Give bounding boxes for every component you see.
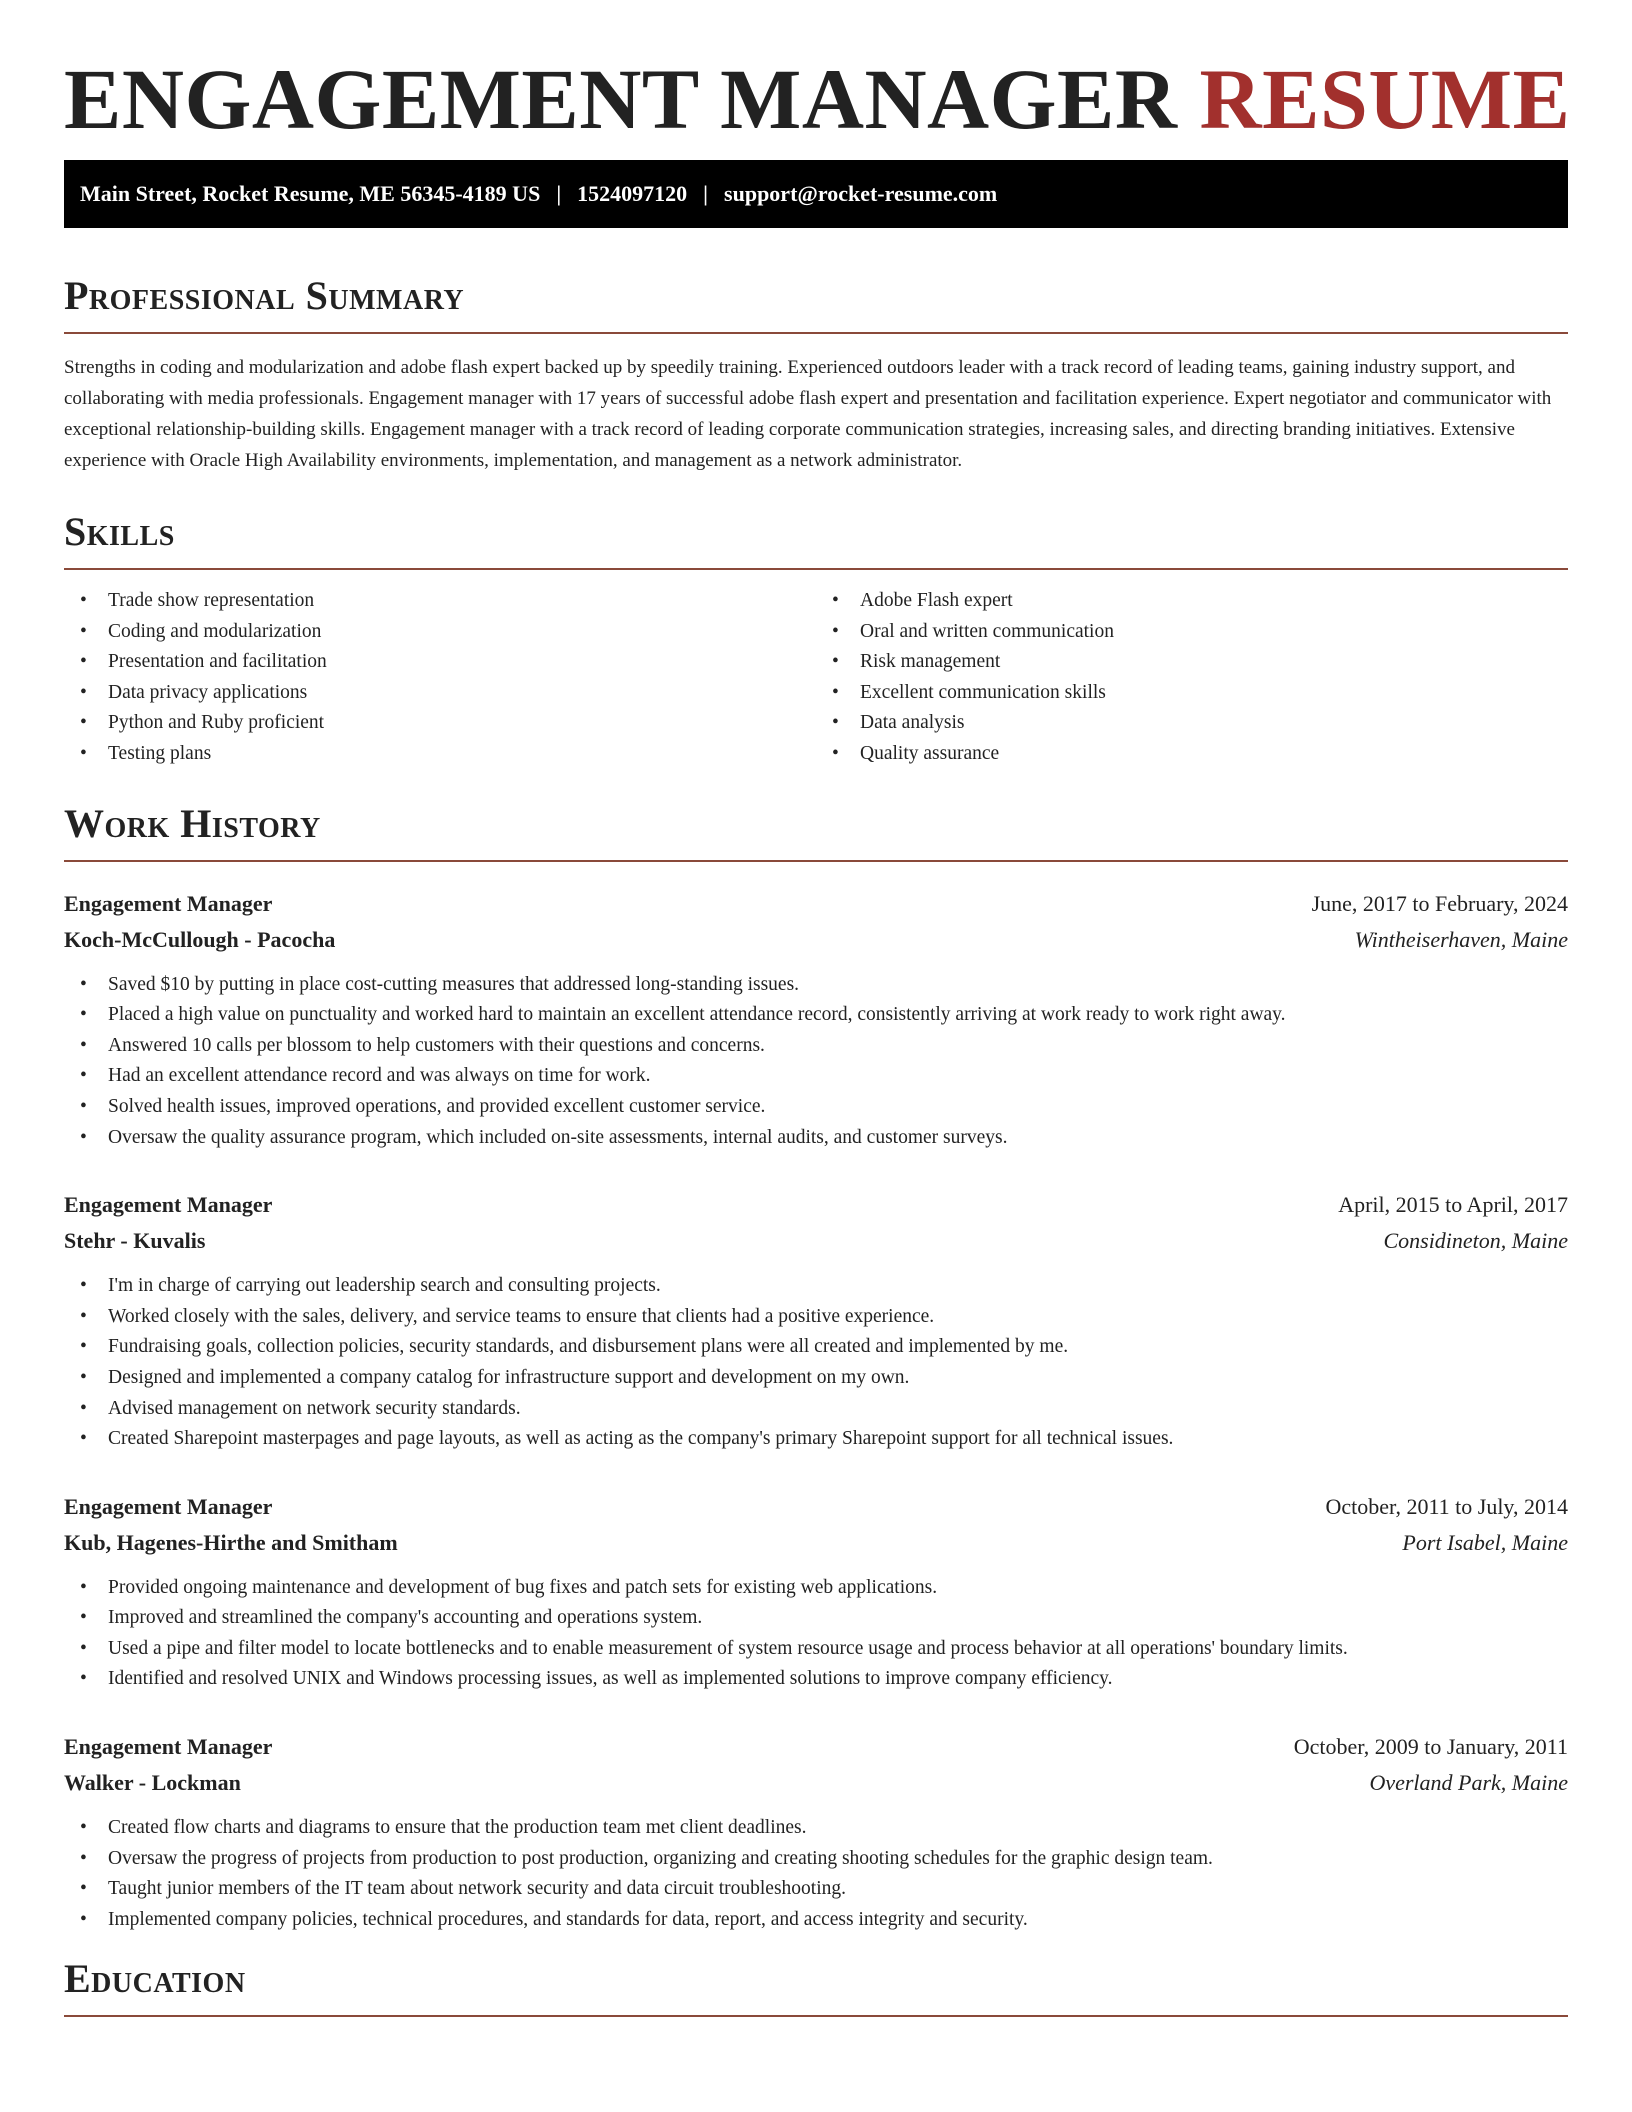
title-main: ENGAGEMENT MANAGER [64,51,1178,147]
job-location: Wintheiserhaven, Maine [1354,926,1568,952]
job-company: Stehr - Kuvalis [64,1228,206,1254]
skill-item: • Testing plans [64,739,816,770]
skills-columns [64,586,1568,770]
job-bullet: • Created flow charts and diagrams to ensure that the production team met client deadlines. [64,1813,1568,1844]
job-dates: June, 2017 to February, 2024 [1311,890,1568,916]
job-bullet: • Oversaw the progress of projects from production to post production, organizing and creating shooting schedules for the graphic design team. [64,1844,1568,1875]
job-bullet: • Implemented company policies, technical procedures, and standards for data, report, and access integrity and security. [64,1905,1568,1936]
job-company-row [64,922,1568,958]
job-header-row [64,886,1568,922]
skill-item: • Python and Ruby proficient [64,708,816,739]
job-header-row [64,1187,1568,1223]
skill-item: • Data analysis [816,708,1568,739]
skills-list-left [64,586,816,770]
work-history-section [64,800,1568,1936]
section-heading: Work History [64,804,1568,862]
job-bullet: • Advised management on network security standards. [64,1394,1568,1425]
title-accent: RESUME [1199,51,1571,147]
job-dates: April, 2015 to April, 2017 [1338,1192,1568,1218]
job-bullet: • Taught junior members of the IT team about network security and data circuit troubleshooting. [64,1874,1568,1905]
job-header-row [64,1489,1568,1525]
job-company: Kub, Hagenes-Hirthe and Smitham [64,1529,398,1555]
contact-bar [64,160,1568,228]
job-header-row [64,1729,1568,1765]
job-bullet: • Designed and implemented a company catalog for infrastructure support and development on my own. [64,1363,1568,1394]
professional-summary-section [64,273,1568,476]
skill-item: • Oral and written communication [816,617,1568,648]
skill-item: • Adobe Flash expert [816,586,1568,617]
skills-list-right [816,586,1568,770]
job-company-row [64,1765,1568,1801]
job-dates: October, 2011 to July, 2014 [1325,1493,1568,1519]
job-bullet: • Provided ongoing maintenance and development of bug fixes and patch sets for existing web applications. [64,1573,1568,1604]
skills-section [64,509,1568,770]
job-bullet: • I'm in charge of carrying out leadership search and consulting projects. [64,1271,1568,1302]
job-bullet: • Improved and streamlined the company's accounting and operations system. [64,1603,1568,1634]
contact-email[interactable]: support@rocket-resume.com [724,181,998,206]
job-company: Walker - Lockman [64,1770,241,1796]
job-location: Overland Park, Maine [1369,1770,1568,1796]
job-entry [64,886,1568,1154]
job-entry [64,1187,1568,1455]
job-bullets [64,1573,1568,1695]
contact-address: Main Street, Rocket Resume, ME 56345-4189 US [80,181,541,206]
skill-item: • Data privacy applications [64,678,816,709]
summary-text: Strengths in coding and modularization and adobe flash expert backed up by speedily training. Experienced outdoors leader with a track record of leading teams, gaining industry support, and collaborating with media professionals. Engagement manager with 17 years of successful adobe flash expert and presentation and facilitation experience. Expert negotiator and communicator with exceptional relationship-building skills. Engagement manager with a track record of leading corporate communication strategies, increasing sales, and directing branding initiatives. Extensive experience with Oracle High Availability environments, implementation, and management as a network administrator. [64,357,1552,471]
job-bullet: • Solved health issues, improved operations, and provided excellent customer service. [64,1092,1568,1123]
job-bullets [64,970,1568,1154]
contact-separator: | [703,181,709,206]
skill-item: • Presentation and facilitation [64,647,816,678]
skill-item: • Quality assurance [816,739,1568,770]
job-company: Koch-McCullough - Pacocha [64,926,336,952]
job-company-row [64,1223,1568,1259]
job-bullet: • Fundraising goals, collection policies, security standards, and disbursement plans were all created and implemented by me. [64,1332,1568,1363]
job-title: Engagement Manager [64,1493,273,1519]
skill-item: • Excellent communication skills [816,678,1568,709]
job-bullet: • Answered 10 calls per blossom to help customers with their questions and concerns. [64,1031,1568,1062]
job-bullet: • Saved $10 by putting in place cost-cutting measures that addressed long-standing issues. [64,970,1568,1001]
job-bullet: • Identified and resolved UNIX and Windows processing issues, as well as implemented solutions to improve company efficiency. [64,1664,1568,1695]
job-title: Engagement Manager [64,890,273,916]
job-bullet: • Had an excellent attendance record and was always on time for work. [64,1061,1568,1092]
job-bullet: • Oversaw the quality assurance program, which included on-site assessments, internal audits, and customer surveys. [64,1123,1568,1154]
job-title: Engagement Manager [64,1192,273,1218]
job-location: Considineton, Maine [1383,1228,1568,1254]
job-bullets [64,1813,1568,1935]
section-heading: Education [64,1959,1568,2017]
job-title: Engagement Manager [64,1734,273,1760]
job-dates: October, 2009 to January, 2011 [1293,1734,1568,1760]
contact-phone: 1524097120 [577,181,688,206]
job-bullet: • Worked closely with the sales, delivery, and service teams to ensure that clients had a positive experience. [64,1302,1568,1333]
job-location: Port Isabel, Maine [1402,1529,1568,1555]
job-bullets [64,1271,1568,1455]
skill-item: • Trade show representation [64,586,816,617]
skill-item: • Coding and modularization [64,617,816,648]
education-section [64,1956,1568,2017]
contact-separator: | [556,181,562,206]
job-bullet: • Placed a high value on punctuality and worked hard to maintain an excellent attendance record, consistently arriving at work ready to work right away. [64,1000,1568,1031]
job-bullet: • Used a pipe and filter model to locate bottlenecks and to enable measurement of system resource usage and process behavior at all operations' boundary limits. [64,1634,1568,1665]
section-heading: Skills [64,512,1568,570]
job-entry [64,1729,1568,1935]
job-entry [64,1489,1568,1695]
job-company-row [64,1525,1568,1561]
skill-item: • Risk management [816,647,1568,678]
resume-title [64,0,1571,160]
job-bullet: • Created Sharepoint masterpages and page layouts, as well as acting as the company's primary Sharepoint support for all technical issues. [64,1424,1568,1455]
section-heading: Professional Summary [64,276,1568,334]
